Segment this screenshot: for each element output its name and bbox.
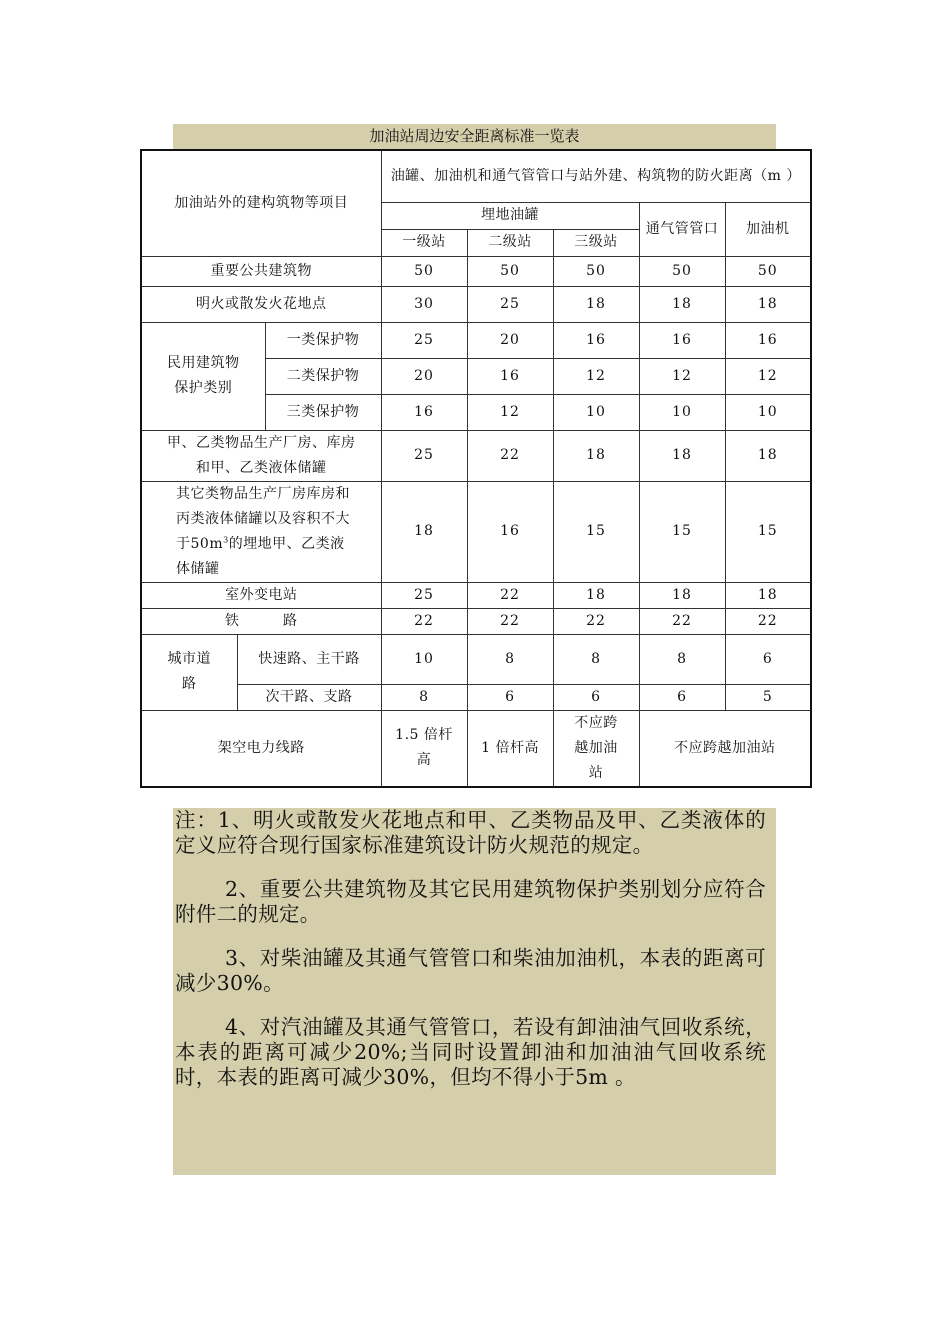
table-row (141, 684, 811, 710)
table-row (141, 481, 811, 582)
cell: 6 (553, 684, 639, 710)
header-item: 加油站外的建构筑物等项目 (141, 150, 381, 256)
cell: 16 (553, 322, 639, 358)
table-row (141, 322, 811, 358)
cell: 18 (553, 286, 639, 322)
row-label: 三类保护物 (265, 394, 381, 430)
cell: 22 (381, 608, 467, 634)
cell: 10 (639, 394, 725, 430)
cell: 16 (381, 394, 467, 430)
cell: 6 (467, 684, 553, 710)
cell: 不应跨越加油站 (639, 710, 811, 787)
cell: 18 (639, 430, 725, 481)
cell: 8 (467, 634, 553, 684)
cell: 22 (467, 430, 553, 481)
cell: 25 (381, 582, 467, 608)
cell: 30 (381, 286, 467, 322)
cell: 10 (725, 394, 811, 430)
table-row (141, 710, 811, 787)
table-row (141, 582, 811, 608)
cell: 22 (639, 608, 725, 634)
header-vent: 通气管管口 (639, 202, 725, 256)
cell: 12 (725, 358, 811, 394)
cell: 10 (553, 394, 639, 430)
cell: 20 (467, 322, 553, 358)
cell: 18 (381, 481, 467, 582)
cell: 6 (639, 684, 725, 710)
table-row (141, 608, 811, 634)
cell: 12 (639, 358, 725, 394)
cell: 18 (553, 582, 639, 608)
header-level-3: 三级站 (553, 229, 639, 256)
road-group-label: 城市道路 (141, 634, 237, 710)
cell: 18 (725, 582, 811, 608)
row-label: 室外变电站 (141, 582, 381, 608)
cell: 18 (639, 286, 725, 322)
cell: 5 (725, 684, 811, 710)
row-label: 甲、乙类物品生产厂房、库房和甲、乙类液体储罐 (141, 430, 381, 481)
cell: 6 (725, 634, 811, 684)
row-label: 次干路、支路 (237, 684, 381, 710)
cell: 10 (381, 634, 467, 684)
cell: 18 (725, 430, 811, 481)
cell: 16 (639, 322, 725, 358)
cell: 16 (725, 322, 811, 358)
row-label: 重要公共建筑物 (141, 256, 381, 286)
cell: 22 (467, 582, 553, 608)
header-buried-tank: 埋地油罐 (381, 202, 639, 229)
row-label: 二类保护物 (265, 358, 381, 394)
cell: 15 (553, 481, 639, 582)
note-2: 2、重要公共建筑物及其它民用建筑物保护类别划分应符合附件二的规定。 (175, 877, 766, 926)
cell: 50 (381, 256, 467, 286)
unit-superscript: 3 (223, 534, 229, 544)
row-label-other (141, 481, 381, 582)
cell: 12 (467, 394, 553, 430)
cell: 25 (467, 286, 553, 322)
cell: 20 (381, 358, 467, 394)
cell: 12 (553, 358, 639, 394)
notes-section (173, 808, 776, 1175)
table-row (141, 256, 811, 286)
cell: 16 (467, 481, 553, 582)
row-label-part: 的埋地甲、乙类液体储罐 (176, 535, 345, 577)
note-1: 注：1、明火或散发火花地点和甲、乙类物品及甲、乙类液体的定义应符合现行国家标准建筑设计防火规范的规定。 (175, 808, 766, 857)
row-label: 明火或散发火花地点 (141, 286, 381, 322)
cell: 18 (553, 430, 639, 481)
note-3: 3、对柴油罐及其通气管管口和柴油加油机，本表的距离可减少30%。 (175, 946, 766, 995)
cell: 8 (553, 634, 639, 684)
row-label: 铁 路 (141, 608, 381, 634)
table-row (141, 430, 811, 481)
cell: 25 (381, 430, 467, 481)
cell: 15 (639, 481, 725, 582)
table-title: 加油站周边安全距离标准一览表 (173, 124, 776, 149)
table-row (141, 286, 811, 322)
cell: 18 (725, 286, 811, 322)
cell: 不应跨越加油站 (553, 710, 639, 787)
header-level-2: 二级站 (467, 229, 553, 256)
cell: 8 (639, 634, 725, 684)
cell: 22 (725, 608, 811, 634)
cell: 50 (467, 256, 553, 286)
cell: 15 (725, 481, 811, 582)
row-label: 快速路、主干路 (237, 634, 381, 684)
cell: 50 (639, 256, 725, 286)
cell: 1 倍杆高 (467, 710, 553, 787)
cell: 1.5 倍杆高 (381, 710, 467, 787)
row-label: 一类保护物 (265, 322, 381, 358)
cell: 25 (381, 322, 467, 358)
cell: 16 (467, 358, 553, 394)
header-dispenser: 加油机 (725, 202, 811, 256)
cell: 50 (725, 256, 811, 286)
safety-distance-table (140, 149, 812, 788)
cell: 18 (639, 582, 725, 608)
header-level-1: 一级站 (381, 229, 467, 256)
cell: 50 (553, 256, 639, 286)
header-group: 油罐、加油机和通气管管口与站外建、构筑物的防火距离（m ） (381, 150, 811, 202)
row-label-part: 其它类物品生产厂房库房和丙类液体储罐以及容积不大于50m (176, 485, 350, 552)
note-4: 4、对汽油罐及其通气管管口，若设有卸油油气回收系统，本表的距离可减少20%;当同时设置卸油和加油油气回收系统时，本表的距离可减少30%，但均不得小于5m 。 (175, 1015, 766, 1089)
cell: 8 (381, 684, 467, 710)
cell: 22 (467, 608, 553, 634)
table-row (141, 634, 811, 684)
row-label: 架空电力线路 (141, 710, 381, 787)
civil-group-label: 民用建筑物保护类别 (141, 322, 265, 430)
cell: 22 (553, 608, 639, 634)
